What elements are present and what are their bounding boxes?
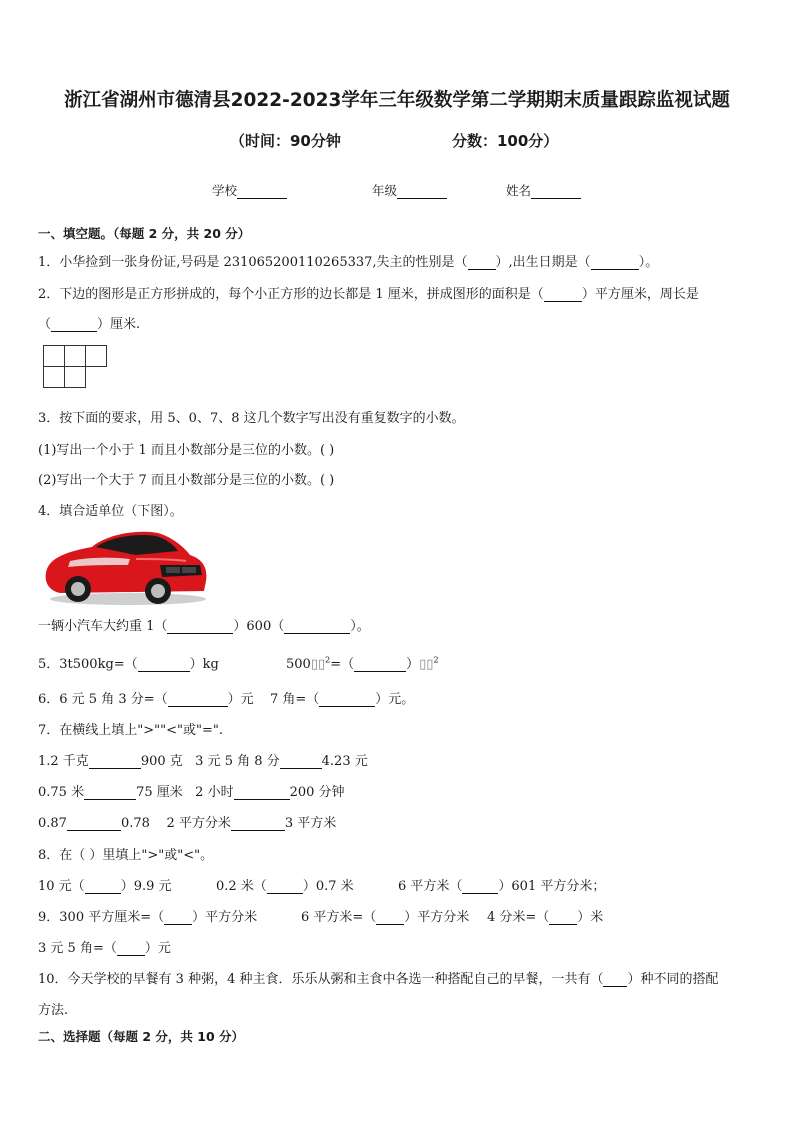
q6-blank-1[interactable] [168,694,228,707]
question-3-part-1: (1)写出一个小于 1 而且小数部分是三位的小数。( ) [38,443,335,458]
q1-text: ）,出生日期是（ [495,255,591,270]
q6-text: ）元 [227,692,254,707]
q7-item: 2 小时 [195,785,234,800]
question-9-part-c [487,906,603,925]
q1-birthdate-blank[interactable] [591,257,639,270]
q9-text: 9．300 平方厘米=（ [38,910,165,925]
grid-square [85,345,107,367]
q9-text: ）平方分米 [192,910,258,925]
q9-text: ）米 [577,910,604,925]
q9-blank-2[interactable] [376,912,404,925]
q8-blank-1[interactable] [85,881,121,894]
q6-text: 6．6 元 5 角 3 分=（ [38,692,168,707]
question-5-part-2 [286,653,439,672]
q9-text: ）平方分米 [404,910,470,925]
q8-text: 0.2 米（ [216,879,267,894]
question-8-row [38,875,172,894]
q8-blank-2[interactable] [267,881,303,894]
q2-text: （ [38,317,52,332]
q8-text: ）0.7 米 [302,879,354,894]
q2-perimeter-blank[interactable] [51,319,97,332]
red-car-icon [40,521,210,607]
q10-text: ）种不同的搭配 [627,972,719,987]
q8-text: 10 元（ [38,879,85,894]
q7-blank[interactable] [84,787,136,800]
grade-field [372,181,447,199]
question-3-part-2: (2)写出一个大于 7 而且小数部分是三位的小数。( ) [38,473,335,488]
grid-square [64,345,86,367]
q2-area-blank[interactable] [544,289,582,302]
q8-text: 6 平方米（ [398,879,463,894]
q5-text: =（ [330,657,355,672]
question-6-part-2 [270,688,414,707]
school-blank[interactable] [237,186,287,199]
q5-blank-1[interactable] [138,659,190,672]
name-blank[interactable] [531,186,581,199]
q7-item: 75 厘米 [136,785,183,800]
question-8-row-c [398,875,605,894]
page-title: 浙江省湖州市德清县2022-2023学年三年级数学第二学期期末质量跟踪监视试题 [64,90,730,111]
q5-blank-2[interactable] [354,659,406,672]
q4-text: ）600（ [233,619,285,634]
q6-text: 7 角=（ [270,692,320,707]
q6-blank-2[interactable] [319,694,375,707]
question-7-row-3 [38,812,336,831]
question-7: 7．在横线上填上">""<"或"=". [38,723,223,738]
q9-text: ）元 [144,941,171,956]
q8-text: ）9.9 元 [120,879,172,894]
section-2-heading: 二、选择题（每题 2 分，共 10 分） [38,1029,245,1044]
q5-text: 500 [286,657,311,672]
q5-text: ） [406,657,420,672]
q4-unit-blank-1[interactable] [167,621,233,634]
question-9-part-b [301,906,469,925]
q5-sup: 2 [325,655,331,665]
q7-item: 3 元 5 角 8 分 [195,754,280,769]
q5-text: 5．3t500kg=（ [38,657,138,672]
q9-text: 6 平方米=（ [301,910,377,925]
exam-score: 分数：100分） [452,132,559,150]
q8-text: ）601 平方分米； [498,879,606,894]
q7-item: 0.78 [120,816,150,831]
question-9 [38,906,257,925]
q5-unit-glyph: ▯▯ [419,657,434,672]
q7-item: 3 平方米 [284,816,337,831]
q7-item: 0.87 [38,816,67,831]
question-3: 3．按下面的要求，用 5、0、7、8 这几个数字写出没有重复数字的小数。 [38,411,465,426]
q9-blank-4[interactable] [117,943,145,956]
question-8: 8．在（ ）里填上">"或"<"。 [38,848,214,863]
exam-time: （时间：90分钟 [230,132,341,150]
q9-blank-3[interactable] [549,912,577,925]
name-label: 姓名 [506,183,532,198]
name-field [506,181,581,199]
question-5 [38,653,219,672]
q10-blank[interactable] [603,974,627,987]
question-9-part-d [38,937,171,956]
school-field [212,181,287,199]
q7-item: 1.2 千克 [38,754,89,769]
q5-sup: 2 [433,655,439,665]
q7-item: 2 平方分米 [166,816,231,831]
q7-blank[interactable] [89,756,141,769]
q7-item: 4.23 元 [321,754,368,769]
q7-blank[interactable] [231,818,285,831]
question-1 [38,251,658,270]
q7-item: 0.75 米 [38,785,85,800]
q1-gender-blank[interactable] [468,257,496,270]
q2-text: ）平方厘米，周长是 [581,287,699,302]
q7-blank[interactable] [234,787,290,800]
q4-text: 一辆小汽车大约重 1（ [38,619,168,634]
grade-blank[interactable] [397,186,447,199]
question-10-cont: 方法. [38,1003,69,1018]
grid-square [64,366,86,388]
question-7-row-2 [38,781,345,800]
school-label: 学校 [212,183,238,198]
q1-text: ）。 [638,255,659,270]
q2-text: ）厘米. [97,317,141,332]
question-2 [38,283,699,302]
q4-unit-blank-2[interactable] [284,621,350,634]
q5-text: ）kg [189,657,219,672]
q8-blank-3[interactable] [462,881,498,894]
question-6 [38,688,254,707]
q9-text: 4 分米=（ [487,910,550,925]
question-8-row-b [216,875,354,894]
section-1-heading: 一、填空题。（每题 2 分，共 20 分） [38,226,251,241]
q4-text: ）。 [350,619,370,634]
question-4: 4．填合适单位（下图）。 [38,504,183,519]
q1-text: 1．小华捡到一张身份证,号码是 231065200110265337,失主的性别是（ [38,255,468,270]
grid-square [43,345,65,367]
q2-text: 2．下边的图形是正方形拼成的，每个小正方形的边长都是 1 厘米，拼成图形的面积是（ [38,287,544,302]
q7-blank[interactable] [67,818,121,831]
question-10 [38,968,719,987]
q9-blank-1[interactable] [164,912,192,925]
q6-text: ）元。 [375,692,415,707]
q7-item: 200 分钟 [289,785,345,800]
grade-label: 年级 [372,183,398,198]
question-7-row-1 [38,750,368,769]
question-4-answer-line [38,615,370,634]
question-2-cont [38,313,140,332]
q5-unit-glyph: ▯▯ [310,657,326,672]
grid-square [43,366,65,388]
q7-blank[interactable] [280,756,322,769]
q10-text: 10．今天学校的早餐有 3 种粥，4 种主食．乐乐从粥和主食中各选一种搭配自己的早餐，一共有（ [38,972,604,987]
q9-text: 3 元 5 角=（ [38,941,117,956]
square-grid-figure [43,345,107,389]
q7-item: 900 克 [140,754,183,769]
